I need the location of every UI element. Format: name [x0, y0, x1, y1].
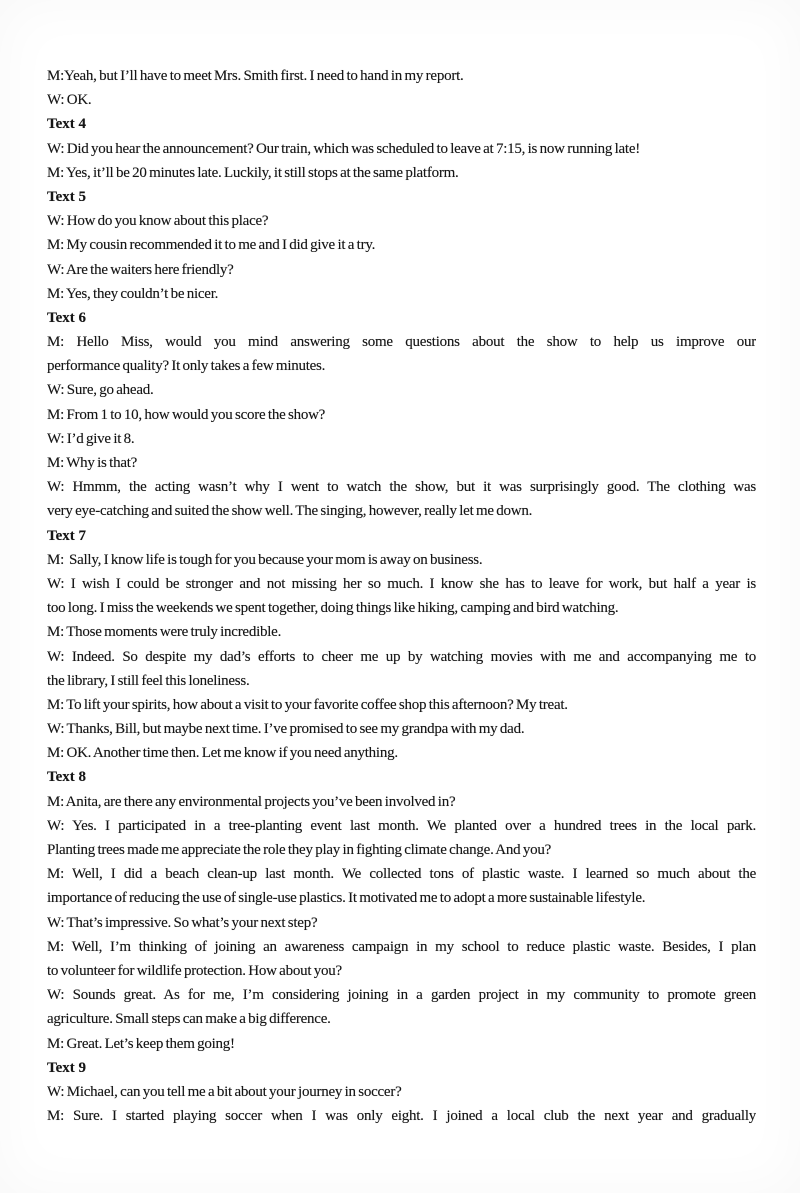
transcript-line: M: Sure. I started playing soccer when I was only eight. I joined a local club the next year and gradually	[47, 1108, 756, 1125]
transcript-line: M: My cousin recommended it to me and I did give it a try.	[47, 237, 376, 254]
transcript-line: W: OK.	[47, 92, 92, 109]
transcript-line: Planting trees made me appreciate the role they play in fighting climate change. And you?	[47, 842, 551, 858]
transcript-line: M: Well, I’m thinking of joining an awareness campaign in my school to reduce plastic waste. Besides, I plan	[47, 938, 756, 955]
transcript-line: W: Indeed. So despite my dad’s efforts to cheer me up by watching movies with me and accompanying me to	[47, 648, 756, 665]
section-heading: Text 5	[47, 188, 87, 205]
transcript-line: M: Great. Let’s keep them going!	[47, 1035, 235, 1052]
transcript-line: W: Yes. I participated in a tree-planting event last month. We planted over a hundred trees in the local park.	[47, 817, 756, 834]
section-heading: Text 6	[47, 309, 87, 326]
transcript-line: M: Well, I did a beach clean-up last month. We collected tons of plastic waste. I learned so much about the	[47, 866, 756, 883]
transcript-line: M: Anita, are there any environmental projects you’ve been involved in?	[47, 793, 456, 810]
transcript-line: performance quality? It only takes a few minutes.	[47, 358, 326, 375]
transcript-line: M: Sally, I know life is tough for you because your mom is away on business.	[47, 551, 483, 568]
transcript-line: W: Did you hear the announcement? Our train, which was scheduled to leave at 7:15, is now running late!	[47, 140, 641, 157]
transcript-line: M: From 1 to 10, how would you score the show?	[47, 406, 326, 423]
transcript-line: importance of reducing the use of single-use plastics. It motivated me to adopt a more sustainable lifestyle.	[47, 890, 646, 907]
transcript-text-column	[47, 64, 756, 1128]
transcript-line: M: Yes, they couldn’t be nicer.	[47, 285, 219, 302]
transcript-line: W: Hmmm, the acting wasn’t why I went to watch the show, but it was surprisingly good. The clothing was	[47, 479, 756, 496]
transcript-line: W: Michael, can you tell me a bit about your journey in soccer?	[47, 1083, 402, 1100]
transcript-line: W: Sure, go ahead.	[47, 382, 154, 399]
section-heading: Text 9	[47, 1059, 87, 1076]
transcript-line: M: OK. Another time then. Let me know if you need anything.	[47, 745, 398, 762]
transcript-line: agriculture. Small steps can make a big difference.	[47, 1011, 331, 1028]
transcript-line: M: Those moments were truly incredible.	[47, 624, 282, 641]
transcript-line: W: Are the waiters here friendly?	[47, 261, 234, 278]
transcript-line: W: Thanks, Bill, but maybe next time. I’ve promised to see my grandpa with my dad.	[47, 721, 525, 738]
section-heading: Text 7	[47, 527, 87, 544]
transcript-line: W: That’s impressive. So what’s your next step?	[47, 914, 318, 931]
transcript-line: M: Why is that?	[47, 455, 138, 471]
section-heading: Text 8	[47, 769, 87, 786]
transcript-line: W: I wish I could be stronger and not missing her so much. I know she has to leave for work, but half a year is	[47, 575, 756, 592]
transcript-line: M: To lift your spirits, how about a visit to your favorite coffee shop this afternoon? My treat.	[47, 696, 568, 713]
transcript-line: very eye-catching and suited the show well. The singing, however, really let me down.	[47, 503, 533, 520]
transcript-line: W: Sounds great. As for me, I’m considering joining in a garden project in my community to promote green	[47, 987, 756, 1004]
transcript-line: M: Yes, it’ll be 20 minutes late. Luckily, it still stops at the same platform.	[47, 164, 459, 181]
transcript-line: too long. I miss the weekends we spent together, doing things like hiking, camping and bird watching.	[47, 600, 619, 617]
transcript-line: the library, I still feel this loneliness.	[47, 672, 250, 689]
transcript-line: to volunteer for wildlife protection. How about you?	[47, 962, 342, 979]
transcript-line: M: Hello Miss, would you mind answering some questions about the show to help us improve our	[47, 334, 756, 351]
transcript-line: W: How do you know about this place?	[47, 213, 269, 230]
transcript-line: M:Yeah, but I’ll have to meet Mrs. Smith first. I need to hand in my report.	[47, 68, 464, 84]
section-heading: Text 4	[47, 116, 87, 133]
transcript-line: W: I’d give it 8.	[47, 430, 135, 447]
